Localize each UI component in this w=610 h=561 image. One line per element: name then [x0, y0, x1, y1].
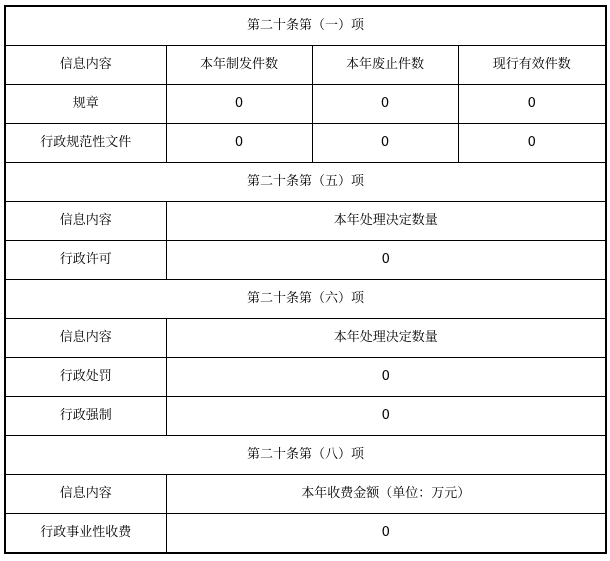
- header-cell-info: 信息内容: [5, 319, 166, 358]
- row-value: 0: [166, 241, 606, 280]
- row-label: 行政处罚: [5, 358, 166, 397]
- header-cell-decisions: 本年处理决定数量: [166, 202, 606, 241]
- row-label: 行政许可: [5, 241, 166, 280]
- header-cell-abolished: 本年废止件数: [312, 46, 458, 85]
- header-row: [5, 319, 606, 358]
- row-value: 0: [166, 397, 606, 436]
- header-cell-decisions: 本年处理决定数量: [166, 319, 606, 358]
- row-value: 0: [312, 124, 458, 163]
- table-row: [5, 514, 606, 554]
- table-row: [5, 85, 606, 124]
- table-row: [5, 397, 606, 436]
- table-row: [5, 241, 606, 280]
- row-label: 行政规范性文件: [5, 124, 166, 163]
- header-cell-info: 信息内容: [5, 475, 166, 514]
- header-cell-info: 信息内容: [5, 202, 166, 241]
- table-row: [5, 124, 606, 163]
- row-value: 0: [312, 85, 458, 124]
- row-value: 0: [458, 85, 606, 124]
- header-cell-valid: 现行有效件数: [458, 46, 606, 85]
- row-label: 行政强制: [5, 397, 166, 436]
- row-value: 0: [166, 124, 312, 163]
- header-cell-fee-amount: 本年收费金额（单位：万元）: [166, 475, 606, 514]
- row-label: 行政事业性收费: [5, 514, 166, 554]
- header-row: [5, 475, 606, 514]
- section-title-row: [5, 6, 606, 46]
- row-value: 0: [166, 358, 606, 397]
- row-value: 0: [458, 124, 606, 163]
- section-title: 第二十条第（五）项: [5, 163, 606, 202]
- header-cell-info: 信息内容: [5, 46, 166, 85]
- section-title-row: [5, 163, 606, 202]
- disclosure-table: [4, 5, 607, 554]
- table-row: [5, 358, 606, 397]
- header-cell-issued: 本年制发件数: [166, 46, 312, 85]
- section-title: 第二十条第（八）项: [5, 436, 606, 475]
- section-title-row: [5, 436, 606, 475]
- row-label: 规章: [5, 85, 166, 124]
- section-title: 第二十条第（一）项: [5, 6, 606, 46]
- section-title: 第二十条第（六）项: [5, 280, 606, 319]
- row-value: 0: [166, 514, 606, 554]
- section-title-row: [5, 280, 606, 319]
- header-row: [5, 202, 606, 241]
- row-value: 0: [166, 85, 312, 124]
- header-row: [5, 46, 606, 85]
